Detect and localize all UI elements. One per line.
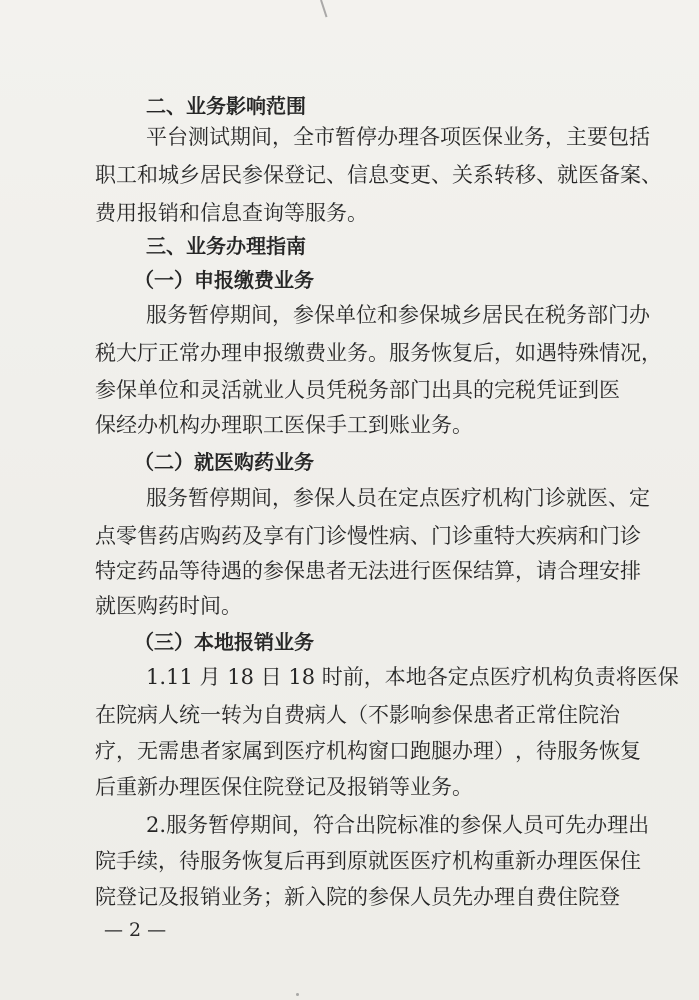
para-line: 职 工 和 城 乡 居 民 参 保 登 记 、 信 息 变 更 、 关 系 转 移 、 就 医 备 案 、: [95, 163, 662, 187]
para-line: 平 台 测 试 期 间 ， 全 市 暂 停 办 理 各 项 医 保 业 务 ， 主 要 包 括: [146, 125, 650, 149]
scan-mark-bottom: [296, 993, 299, 996]
para-line: 特 定 药 品 等 待 遇 的 参 保 患 者 无 法 进 行 医 保 结 算 ， 请 合 理 安 排: [95, 559, 641, 583]
para-line: 参 保 单 位 和 灵 活 就 业 人 员 凭 税 务 部 门 出 具 的 完 税 凭 证 到 医: [95, 378, 620, 402]
scan-mark-top: [320, 0, 327, 17]
para-line: 2 . 服 务 暂 停 期 间 ， 符 合 出 院 标 准 的 参 保 人 员 可 先 办 理 出: [146, 813, 650, 837]
para-line: 服 务 暂 停 期 间 ， 参 保 人 员 在 定 点 医 疗 机 构 门 诊 就 医 、 定: [146, 486, 650, 510]
para-line: 税 大 厅 正 常 办 理 申 报 缴 费 业 务 。 服 务 恢 复 后 ， 如 遇 特 殊 情 况 ，: [95, 341, 662, 365]
para-line: 后重新办理医保住院登记及报销等业务。: [95, 775, 473, 799]
page-number: — 2 —: [104, 919, 167, 941]
para-line: 保经办机构办理职工医保手工到账业务。: [95, 413, 473, 437]
para-line: 在 院 病 人 统 一 转 为 自 费 病 人 （ 不 影 响 参 保 患 者 正 常 住 院 治: [95, 703, 620, 727]
subheading-medical: （二）就医购药业务: [134, 450, 314, 474]
para-line: 疗 ， 无 需 患 者 家 属 到 医 疗 机 构 窗 口 跑 腿 办 理 ） ， 待 服 务 恢 复: [95, 739, 641, 763]
heading-business-guide: 三、业务办理指南: [146, 234, 306, 258]
para-line: 服 务 暂 停 期 间 ， 参 保 单 位 和 参 保 城 乡 居 民 在 税 务 部 门 办: [146, 303, 650, 327]
para-line: 院 手 续 ， 待 服 务 恢 复 后 再 到 原 就 医 医 疗 机 构 重 新 办 理 医 保 住: [95, 849, 641, 873]
para-line: 1 . 1 1 月 1 8 日 1 8 时 前 ， 本 地 各 定 点 医 疗 机 构 负 责 将 医 保: [146, 665, 679, 689]
subheading-payment: （一）申报缴费业务: [134, 268, 314, 292]
para-line: 就医购药时间。: [95, 594, 242, 618]
para-line: 点 零 售 药 店 购 药 及 享 有 门 诊 慢 性 病 、 门 诊 重 特 大 疾 病 和 门 诊: [95, 524, 641, 548]
subheading-reimbursement: （三）本地报销业务: [134, 630, 314, 654]
para-line: 院 登 记 及 报 销 业 务 ； 新 入 院 的 参 保 人 员 先 办 理 自 费 住 院 登: [95, 885, 620, 909]
heading-business-scope: 二、业务影响范围: [146, 94, 306, 118]
para-line: 费用报销和信息查询等服务。: [95, 201, 368, 225]
